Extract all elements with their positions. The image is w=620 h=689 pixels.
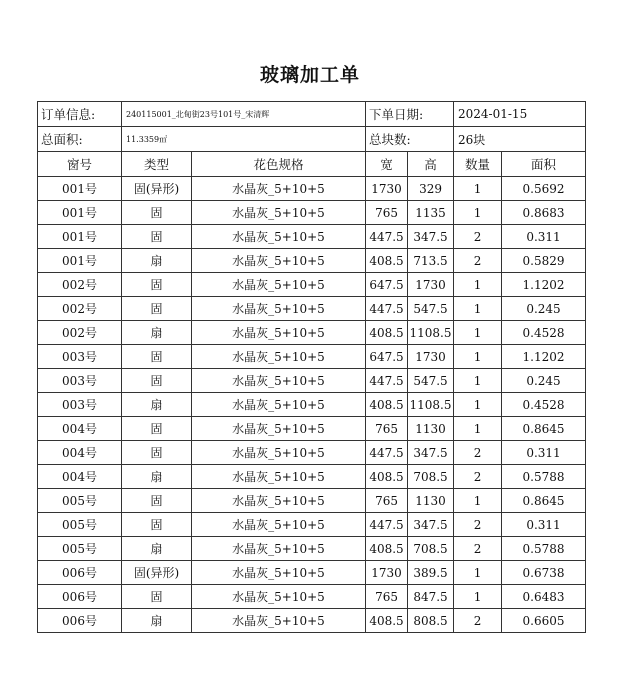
table-row — [38, 465, 586, 489]
width-cell: 765 — [366, 201, 408, 225]
spec-cell: 水晶灰_5+10+5 — [192, 537, 366, 561]
spec-cell: 水晶灰_5+10+5 — [192, 393, 366, 417]
spec-cell: 水晶灰_5+10+5 — [192, 441, 366, 465]
window-no-cell: 002号 — [38, 321, 122, 345]
window-no-cell: 004号 — [38, 441, 122, 465]
area-cell: 0.5692 — [502, 177, 586, 201]
width-cell: 765 — [366, 489, 408, 513]
order-info-row — [38, 102, 586, 127]
height-cell: 389.5 — [408, 561, 454, 585]
total-area-value: 11.3359㎡ — [122, 127, 366, 152]
height-cell: 1108.5 — [408, 321, 454, 345]
table-row — [38, 177, 586, 201]
window-no-cell: 002号 — [38, 297, 122, 321]
window-no-cell: 005号 — [38, 513, 122, 537]
quantity-cell: 2 — [454, 225, 502, 249]
quantity-cell: 2 — [454, 537, 502, 561]
quantity-cell: 1 — [454, 345, 502, 369]
glass-order-table — [37, 101, 586, 633]
spec-cell: 水晶灰_5+10+5 — [192, 345, 366, 369]
area-cell: 0.8683 — [502, 201, 586, 225]
type-cell: 扇 — [122, 537, 192, 561]
order-date-label: 下单日期: — [366, 102, 454, 127]
total-count-value: 26块 — [454, 127, 586, 152]
spec-cell: 水晶灰_5+10+5 — [192, 273, 366, 297]
width-cell: 408.5 — [366, 393, 408, 417]
width-cell: 1730 — [366, 561, 408, 585]
width-cell: 447.5 — [366, 441, 408, 465]
quantity-cell: 1 — [454, 585, 502, 609]
table-row — [38, 225, 586, 249]
table-row — [38, 513, 586, 537]
area-cell: 0.6605 — [502, 609, 586, 633]
spec-cell: 水晶灰_5+10+5 — [192, 489, 366, 513]
quantity-cell: 2 — [454, 609, 502, 633]
table-row — [38, 417, 586, 441]
area-cell: 0.8645 — [502, 489, 586, 513]
width-cell: 447.5 — [366, 513, 408, 537]
table-row — [38, 609, 586, 633]
spec-cell: 水晶灰_5+10+5 — [192, 177, 366, 201]
area-cell: 0.5788 — [502, 537, 586, 561]
area-cell: 0.4528 — [502, 393, 586, 417]
area-cell: 0.8645 — [502, 417, 586, 441]
quantity-cell: 2 — [454, 465, 502, 489]
table-row — [38, 441, 586, 465]
window-no-cell: 001号 — [38, 249, 122, 273]
window-no-cell: 002号 — [38, 273, 122, 297]
table-row — [38, 201, 586, 225]
spec-cell: 水晶灰_5+10+5 — [192, 561, 366, 585]
type-cell: 固 — [122, 441, 192, 465]
table-row — [38, 393, 586, 417]
height-cell: 1135 — [408, 201, 454, 225]
window-no-cell: 005号 — [38, 489, 122, 513]
page-title: 玻璃加工单 — [259, 64, 360, 86]
type-cell: 固 — [122, 345, 192, 369]
column-header-quantity: 数量 — [454, 152, 502, 177]
height-cell: 708.5 — [408, 537, 454, 561]
area-cell: 0.245 — [502, 297, 586, 321]
table-row — [38, 321, 586, 345]
column-header-spec: 花色规格 — [192, 152, 366, 177]
total-count-label: 总块数: — [366, 127, 454, 152]
quantity-cell: 2 — [454, 513, 502, 537]
type-cell: 扇 — [122, 321, 192, 345]
table-row — [38, 585, 586, 609]
spec-cell: 水晶灰_5+10+5 — [192, 513, 366, 537]
width-cell: 1730 — [366, 177, 408, 201]
column-header-height: 高 — [408, 152, 454, 177]
width-cell: 447.5 — [366, 369, 408, 393]
window-no-cell: 003号 — [38, 345, 122, 369]
column-header-width: 宽 — [366, 152, 408, 177]
spec-cell: 水晶灰_5+10+5 — [192, 321, 366, 345]
spec-cell: 水晶灰_5+10+5 — [192, 417, 366, 441]
quantity-cell: 1 — [454, 417, 502, 441]
height-cell: 1130 — [408, 489, 454, 513]
height-cell: 547.5 — [408, 369, 454, 393]
width-cell: 408.5 — [366, 537, 408, 561]
type-cell: 扇 — [122, 249, 192, 273]
height-cell: 713.5 — [408, 249, 454, 273]
area-cell: 0.5788 — [502, 465, 586, 489]
height-cell: 1730 — [408, 345, 454, 369]
quantity-cell: 1 — [454, 297, 502, 321]
width-cell: 408.5 — [366, 465, 408, 489]
width-cell: 647.5 — [366, 345, 408, 369]
column-header-area: 面积 — [502, 152, 586, 177]
spec-cell: 水晶灰_5+10+5 — [192, 201, 366, 225]
type-cell: 固(异形) — [122, 561, 192, 585]
table-row — [38, 273, 586, 297]
type-cell: 固 — [122, 297, 192, 321]
height-cell: 547.5 — [408, 297, 454, 321]
area-cell: 0.6738 — [502, 561, 586, 585]
type-cell: 扇 — [122, 393, 192, 417]
quantity-cell: 1 — [454, 321, 502, 345]
type-cell: 固 — [122, 273, 192, 297]
height-cell: 708.5 — [408, 465, 454, 489]
window-no-cell: 003号 — [38, 369, 122, 393]
height-cell: 347.5 — [408, 441, 454, 465]
spec-cell: 水晶灰_5+10+5 — [192, 369, 366, 393]
area-cell: 0.6483 — [502, 585, 586, 609]
type-cell: 固 — [122, 369, 192, 393]
width-cell: 765 — [366, 585, 408, 609]
quantity-cell: 2 — [454, 441, 502, 465]
area-cell: 1.1202 — [502, 345, 586, 369]
table-row — [38, 489, 586, 513]
type-cell: 固 — [122, 585, 192, 609]
height-cell: 1108.5 — [408, 393, 454, 417]
height-cell: 1130 — [408, 417, 454, 441]
spec-cell: 水晶灰_5+10+5 — [192, 225, 366, 249]
quantity-cell: 2 — [454, 249, 502, 273]
order-info-value: 240115001_北甸街23号101号_宋清辉 — [122, 102, 366, 127]
area-cell: 0.245 — [502, 369, 586, 393]
window-no-cell: 005号 — [38, 537, 122, 561]
table-header-row — [38, 152, 586, 177]
width-cell: 447.5 — [366, 225, 408, 249]
area-cell: 1.1202 — [502, 273, 586, 297]
table-row — [38, 561, 586, 585]
summary-row — [38, 127, 586, 152]
height-cell: 347.5 — [408, 225, 454, 249]
spec-cell: 水晶灰_5+10+5 — [192, 609, 366, 633]
height-cell: 1730 — [408, 273, 454, 297]
window-no-cell: 006号 — [38, 561, 122, 585]
quantity-cell: 1 — [454, 273, 502, 297]
height-cell: 847.5 — [408, 585, 454, 609]
height-cell: 347.5 — [408, 513, 454, 537]
quantity-cell: 1 — [454, 369, 502, 393]
order-date-value: 2024-01-15 — [454, 102, 586, 127]
width-cell: 765 — [366, 417, 408, 441]
area-cell: 0.5829 — [502, 249, 586, 273]
window-no-cell: 001号 — [38, 225, 122, 249]
quantity-cell: 1 — [454, 561, 502, 585]
window-no-cell: 004号 — [38, 417, 122, 441]
type-cell: 固 — [122, 489, 192, 513]
type-cell: 固 — [122, 201, 192, 225]
width-cell: 447.5 — [366, 297, 408, 321]
window-no-cell: 004号 — [38, 465, 122, 489]
spec-cell: 水晶灰_5+10+5 — [192, 585, 366, 609]
window-no-cell: 001号 — [38, 177, 122, 201]
column-header-type: 类型 — [122, 152, 192, 177]
window-no-cell: 006号 — [38, 585, 122, 609]
width-cell: 647.5 — [366, 273, 408, 297]
width-cell: 408.5 — [366, 249, 408, 273]
spec-cell: 水晶灰_5+10+5 — [192, 465, 366, 489]
type-cell: 固 — [122, 225, 192, 249]
order-info-label: 订单信息: — [38, 102, 122, 127]
type-cell: 扇 — [122, 609, 192, 633]
area-cell: 0.311 — [502, 513, 586, 537]
height-cell: 808.5 — [408, 609, 454, 633]
height-cell: 329 — [408, 177, 454, 201]
type-cell: 扇 — [122, 465, 192, 489]
window-no-cell: 001号 — [38, 201, 122, 225]
table-row — [38, 345, 586, 369]
quantity-cell: 1 — [454, 393, 502, 417]
type-cell: 固 — [122, 417, 192, 441]
type-cell: 固(异形) — [122, 177, 192, 201]
table-row — [38, 369, 586, 393]
spec-cell: 水晶灰_5+10+5 — [192, 249, 366, 273]
area-cell: 0.311 — [502, 225, 586, 249]
width-cell: 408.5 — [366, 609, 408, 633]
window-no-cell: 003号 — [38, 393, 122, 417]
quantity-cell: 1 — [454, 489, 502, 513]
window-no-cell: 006号 — [38, 609, 122, 633]
quantity-cell: 1 — [454, 201, 502, 225]
column-header-window: 窗号 — [38, 152, 122, 177]
table-row — [38, 537, 586, 561]
width-cell: 408.5 — [366, 321, 408, 345]
quantity-cell: 1 — [454, 177, 502, 201]
table-row — [38, 249, 586, 273]
table-row — [38, 297, 586, 321]
total-area-label: 总面积: — [38, 127, 122, 152]
area-cell: 0.311 — [502, 441, 586, 465]
type-cell: 固 — [122, 513, 192, 537]
spec-cell: 水晶灰_5+10+5 — [192, 297, 366, 321]
area-cell: 0.4528 — [502, 321, 586, 345]
